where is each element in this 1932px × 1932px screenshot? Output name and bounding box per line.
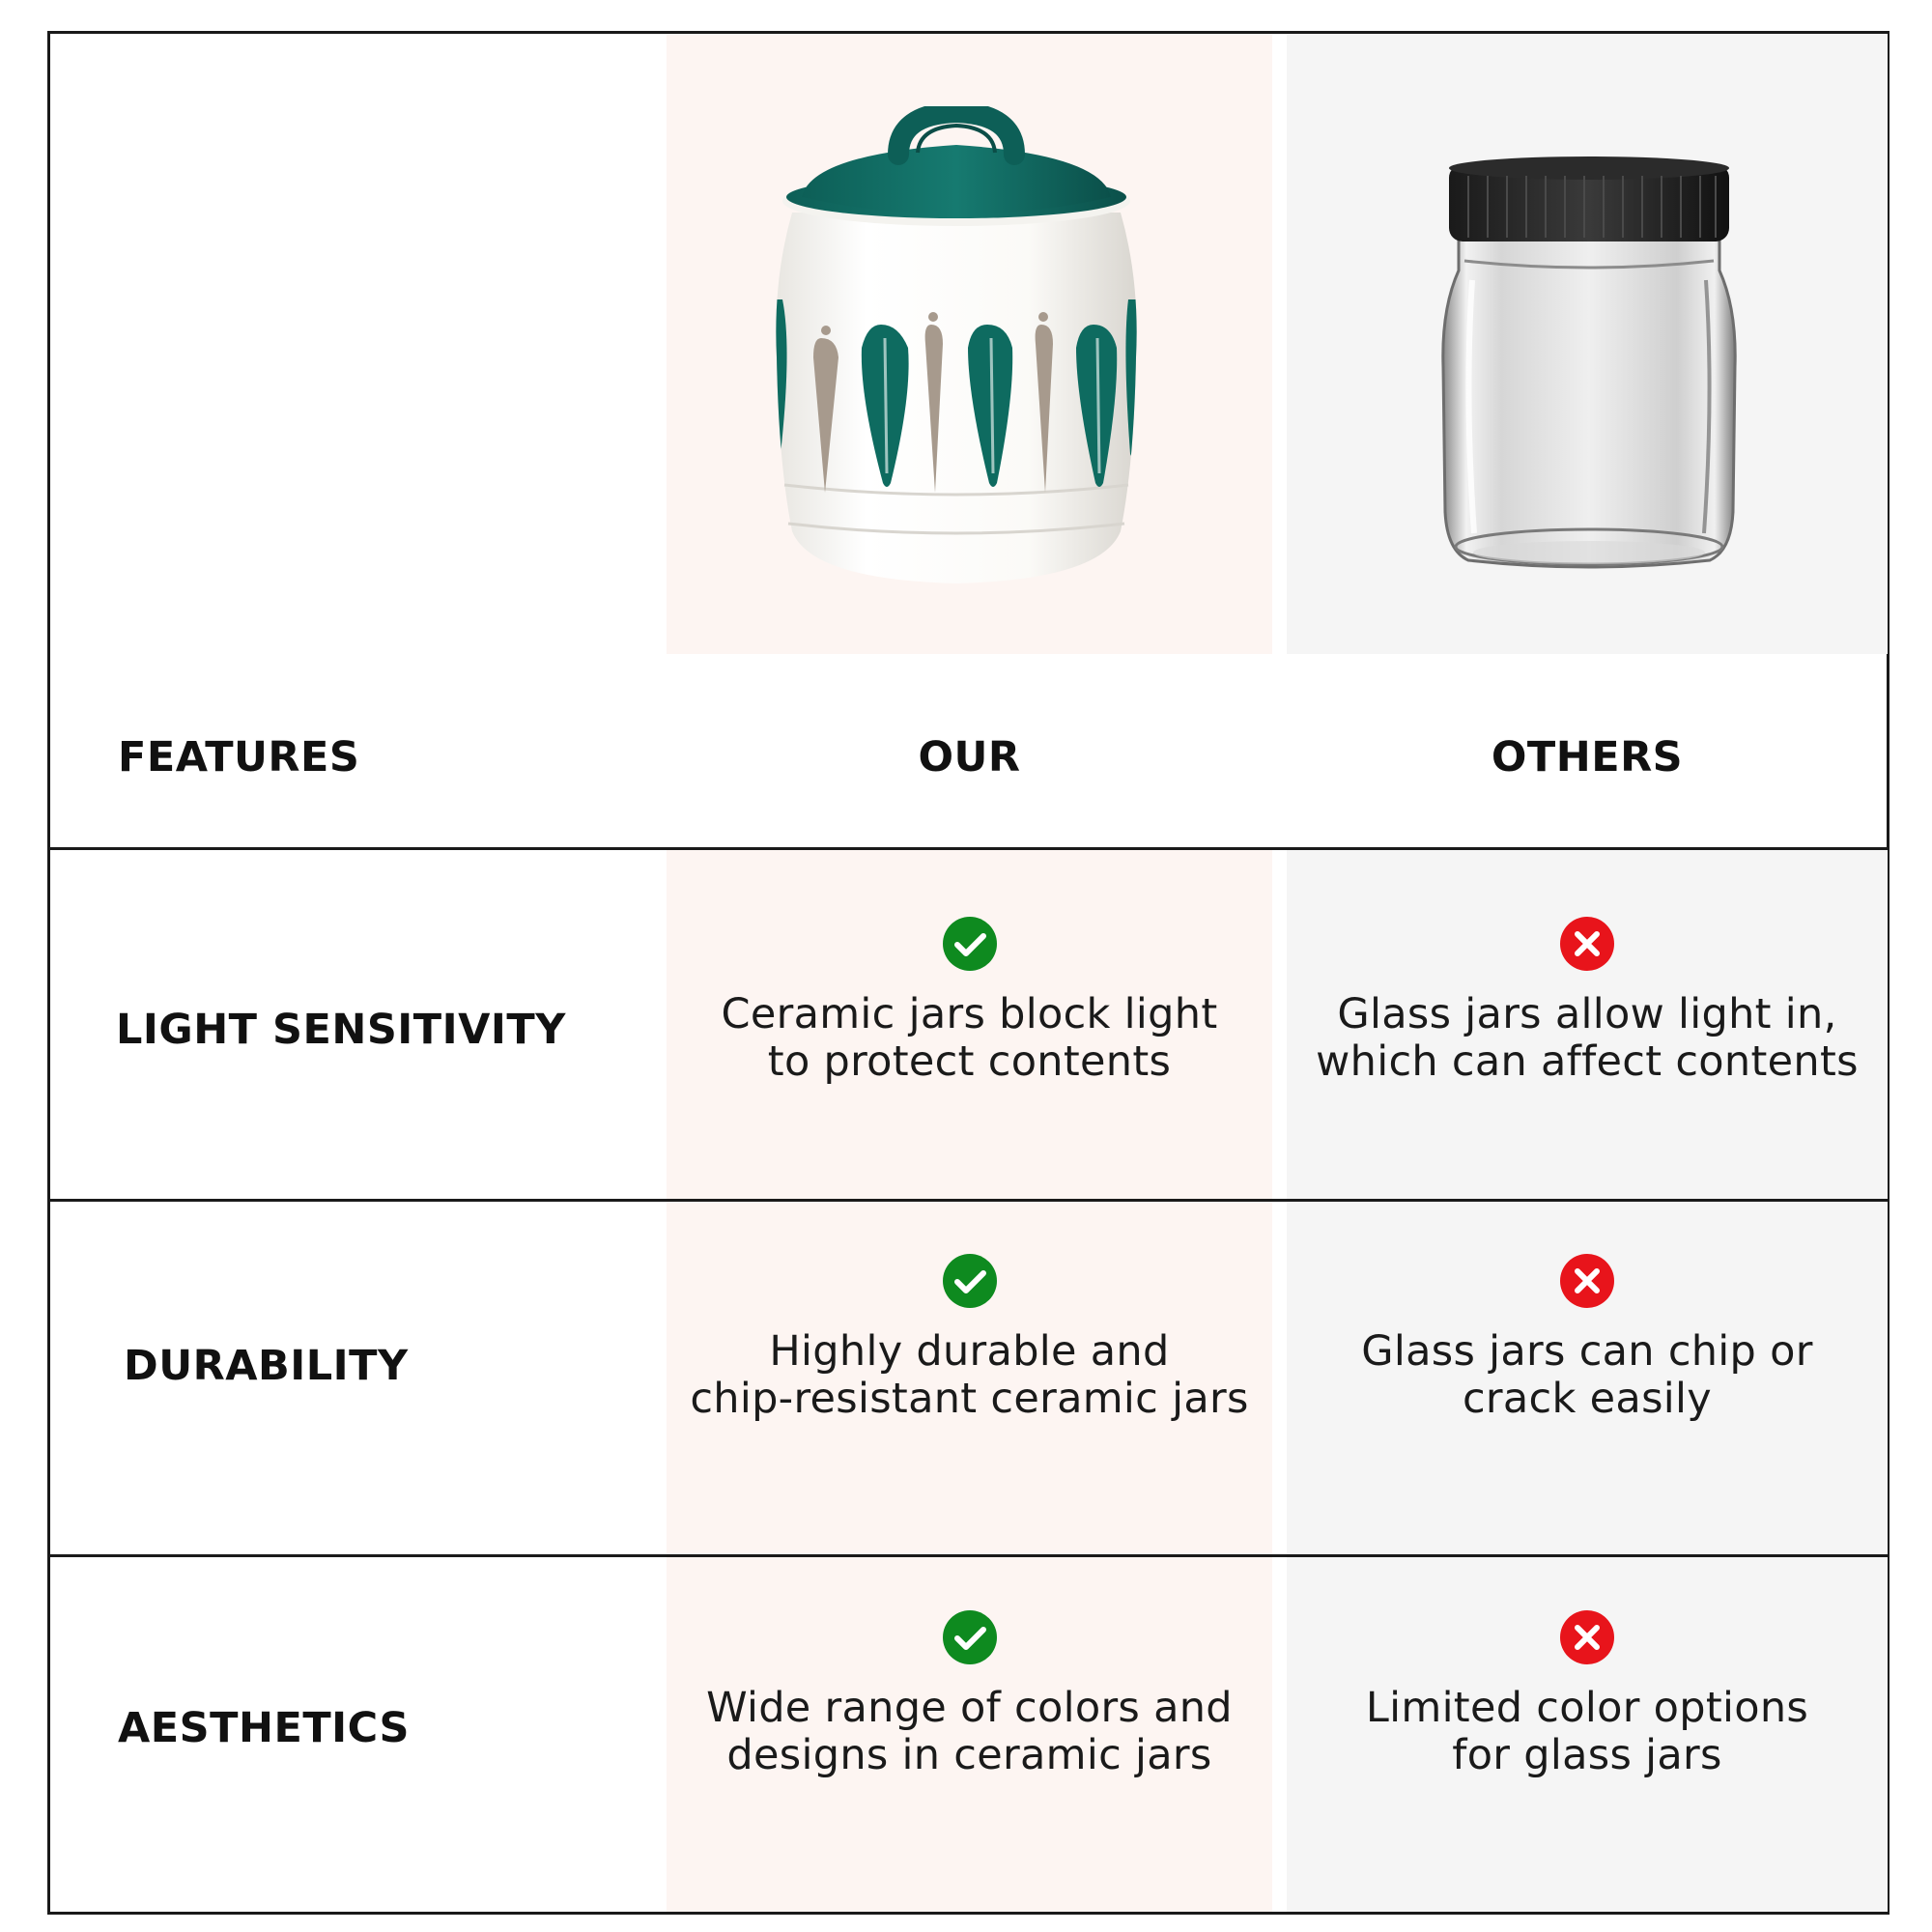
our-description: Ceramic jars block light to protect contents [721,990,1218,1086]
others-header: OTHERS [1491,733,1684,781]
others-description: Limited color options for glass jars [1365,1684,1809,1779]
our-cell-light-sensitivity [667,916,1272,1086]
others-cell-aesthetics [1287,1609,1888,1779]
others-cell-light-sensitivity [1287,916,1888,1086]
check-icon [942,1609,998,1665]
row-divider [47,1199,1889,1202]
cross-icon [1559,1253,1615,1309]
feature-label-aesthetics: AESTHETICS [118,1704,410,1752]
ceramic-jar-image [753,106,1159,609]
our-cell-aesthetics [667,1609,1272,1779]
cross-icon [1559,916,1615,972]
check-icon [942,916,998,972]
check-icon [942,1253,998,1309]
cross-icon [1559,1609,1615,1665]
row-divider [47,1554,1889,1557]
our-header: OUR [918,733,1021,781]
our-description: Highly durable and chip-resistant ceramic jars [690,1327,1249,1423]
others-description: Glass jars can chip or crack easily [1361,1327,1813,1423]
others-description: Glass jars allow light in, which can affect contents [1316,990,1859,1086]
glass-jar-image [1430,155,1748,580]
our-description: Wide range of colors and designs in ceramic jars [706,1684,1233,1779]
feature-label-light-sensitivity: LIGHT SENSITIVITY [116,1006,566,1054]
our-cell-durability [667,1253,1272,1423]
feature-label-durability: DURABILITY [124,1342,409,1390]
others-cell-durability [1287,1253,1888,1423]
row-divider [47,847,1889,850]
features-header: FEATURES [118,733,360,781]
